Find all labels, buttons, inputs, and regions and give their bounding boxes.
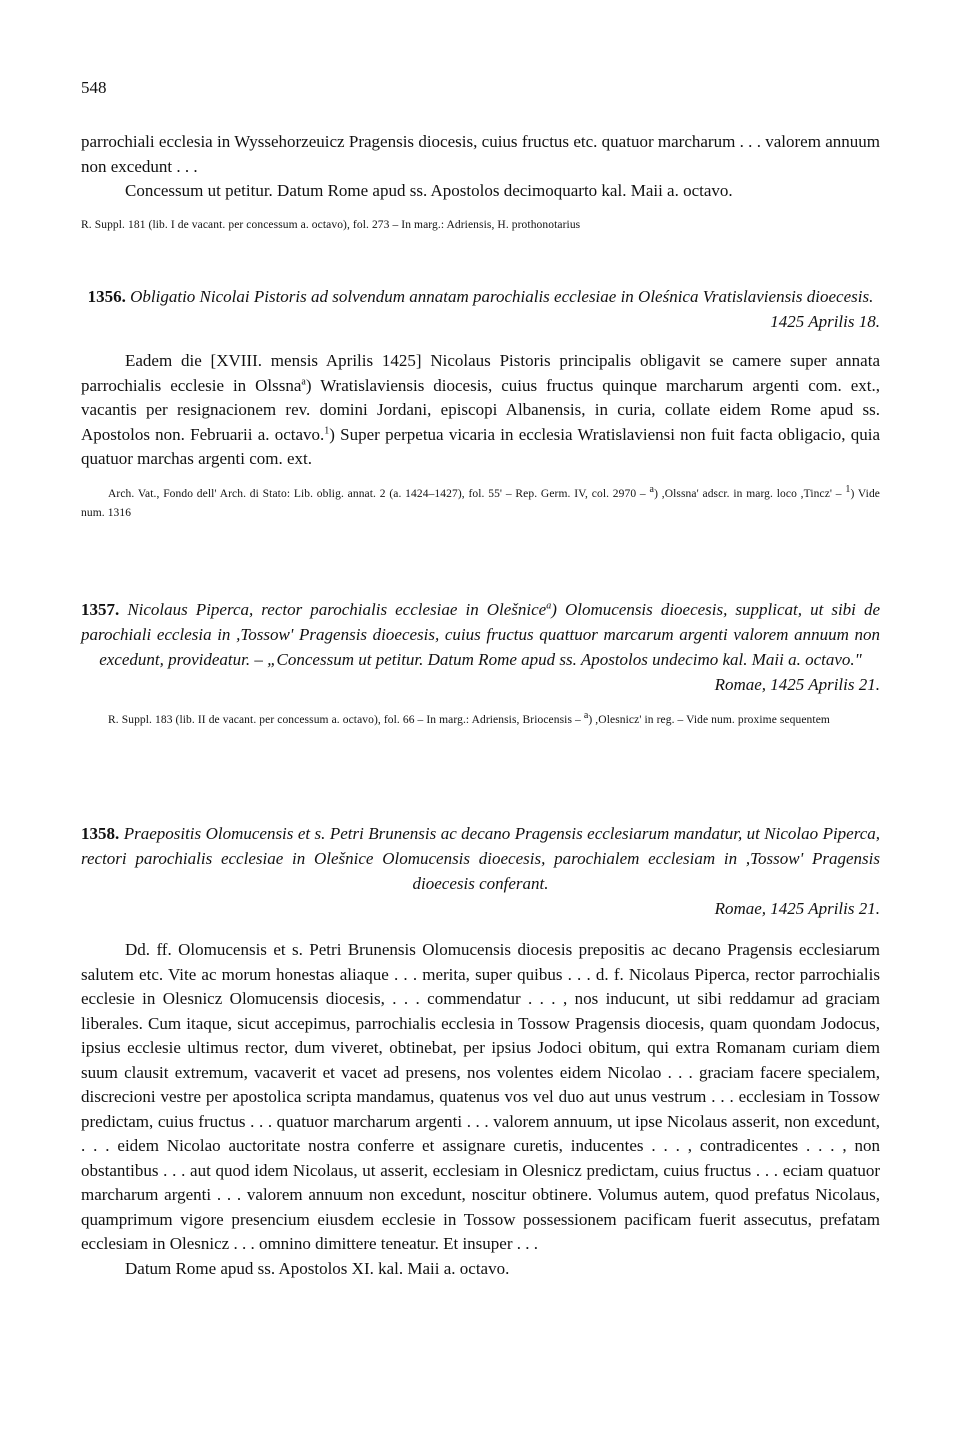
entry-text: Eadem die [XVIII. mensis Aprilis 1425] Nicolaus Pistoris principalis obligavit se camere super annata parrochialis ecclesie in Olssna$^a$) Wratislaviensis diocesis, cuius fructus quinque marcharum argenti com. ext., vacantis per resignacionem rev. domini Jordani, episcopi Albanensis, in curia, collate eidem Rome apud ss. Apostolos non. Februarii a. octavo.$^1$) Super perpetua vicaria in ecclesia Wratislaviensi non fuit facta obligacio, quia quatuor marchas argenti com. ext. bbox=[81, 351, 880, 468]
source-note: R. Suppl. 181 (lib. I de vacant. per concessum a. octavo), fol. 273 – In marg.: Adriensis, H. prothonotarius bbox=[81, 218, 581, 231]
entry-text: Dd. ff. Olomucensis et s. Petri Brunensis Olomucensis diocesis prepositis ac decano Pragensis ecclesiarum salutem etc. Vite ac morum honestas aliaque . . . merita, super quibus . . . d. f. Nicolaus Piperca, rector parrochialis ecclesie in Olesnicz Olomucensis diocesis, . . . commendatur . . . , nos inducunt, ut sibi reddamur ad graciam liberales. Cum itaque, sicut accepimus, parrochialis ecclesia in Tossow Pragensis diocesis, quam quondam Jodocus, ipsius ecclesie ultimus rector, dum viveret, obtinebat, per ipsius Jodoci obitum, qui extra Romanam curiam diem suum clausit extremum, vacaverit et vacet ad presens, nos volentes eidem Nicolao . . . graciam facere specialem, discrecioni vestre per apostolica scripta mandamus, quatenus vos vel duo aut unus vestrum . . . ecclesiam in Tossow predictam, cuius fructus . . . quatuor marcharum argenti . . . valorem annuum, ut ipse Nicolaus asserit, non excedunt, . . . eidem Nicolao auctoritate nostra conferre et assignare curetis, inducentes . . . , contradicentes . . . , non obstantibus . . . aut quod idem Nicolaus, ut asserit, ecclesiam in Olesnicz predictam, cuius fructus . . . eciam quatuor marcharum argenti . . . valorem annuum non excedunt, noscitur obtinere. Volumus autem, quod prefatus Nicolaus, quamprimum vigore presencium eiusdem ecclesie in Tossow possessionem pacificam fuerit assecutus, prefatam ecclesiam in Olesnicz . . . omnino dimittere teneatur. Et insuper . . . bbox=[81, 940, 880, 1253]
entry-number: 1356. bbox=[87, 287, 126, 306]
entry-date: Romae, 1425 Aprilis 21. bbox=[714, 899, 880, 918]
previous-entry-continuation bbox=[81, 130, 880, 235]
entry-heading bbox=[81, 284, 880, 309]
source-note: Arch. Vat., Fondo dell' Arch. di Stato: Lib. oblig. annat. 2 (a. 1424–1427), fol. 55' – Rep. Germ. IV, col. 2970 – $^a$) ,Olssna' adscr. in marg. loco ,Tincz' – $^1$) Vide num. 1316 bbox=[81, 483, 880, 519]
entry-title: Praepositis Olomucensis et s. Petri Brunensis ac decano Pragensis ecclesiarum mandatur, ut Nicolao Piperca, rectori parochialis ecclesiae in Olešnice Olomucensis dioecesis, parochialem ecclesiam in ,Tossow' Pragensis dioecesis conferant. bbox=[81, 824, 880, 893]
entry-1357 bbox=[81, 597, 880, 730]
entry-date: 1425 Aprilis 18. bbox=[770, 312, 880, 331]
entry-heading bbox=[81, 821, 880, 896]
source-note: R. Suppl. 183 (lib. II de vacant. per concessum a. octavo), fol. 66 – In marg.: Adriensis, Briocensis – $^a$) ,Olesnicz' in reg. – Vide num. proxime sequentem bbox=[108, 710, 830, 726]
entry-heading: 1357. Nicolaus Piperca, rector parochialis ecclesiae in Olešnice$^a$) Olomucensis dioecesis, supplicat, ut sibi de parochiali ecclesia in ,Tossow' Pragensis dioecesis, cuius fructus quattuor marcarum argenti valorem annuum non excedunt, provideatur. – „Concessum ut petitur. Datum Rome apud ss. Apostolos undecimo kal. Maii a. octavo." bbox=[81, 600, 881, 669]
concession-line: Concessum ut petitur. Datum Rome apud ss. Apostolos decimoquarto kal. Maii a. octavo. bbox=[125, 181, 733, 200]
entry-1358 bbox=[81, 821, 880, 1281]
continuation-text: parrochiali ecclesia in Wyssehorzeuicz Pragensis diocesis, cuius fructus etc. quatuor marcharum . . . valorem annuum non excedunt . . . bbox=[81, 132, 880, 176]
closing-line: Datum Rome apud ss. Apostolos XI. kal. Maii a. octavo. bbox=[125, 1258, 510, 1278]
entry-date: Romae, 1425 Aprilis 21. bbox=[714, 675, 880, 694]
entry-number: 1357. bbox=[81, 600, 120, 619]
entry-title: Obligatio Nicolai Pistoris ad solvendum annatam parochialis ecclesiae in Oleśnica Vratislaviensis dioecesis. bbox=[130, 287, 874, 306]
entry-1356 bbox=[81, 284, 880, 523]
entry-number: 1358. bbox=[81, 824, 120, 843]
page-number: 548 bbox=[81, 78, 107, 97]
